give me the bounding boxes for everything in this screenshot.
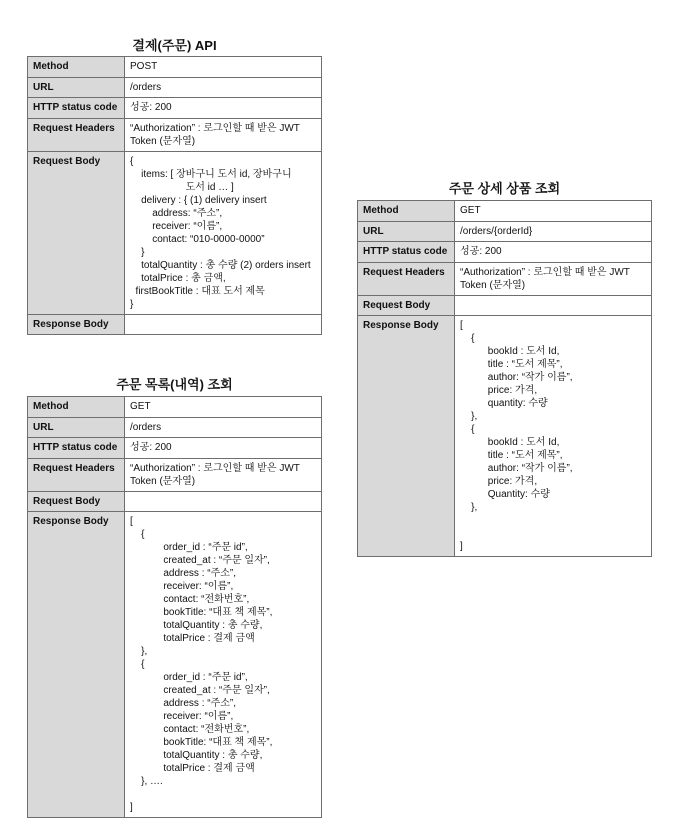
field-value-request-body	[125, 492, 322, 512]
field-label-request-headers: Request Headers	[358, 263, 455, 296]
field-value-method	[125, 397, 322, 418]
field-value-text: “Authorization” : 로그인할 때 받은 JWT Token (문자열)	[130, 463, 300, 487]
table-row	[28, 512, 322, 818]
field-value-request-headers	[455, 263, 652, 296]
field-label-url: URL	[28, 78, 125, 98]
payment-api-title: 결제(주문) API	[132, 38, 217, 53]
field-value-text: 성공: 200	[130, 102, 172, 113]
table-row	[28, 152, 322, 315]
field-label-request-body: Request Body	[28, 152, 125, 315]
table-row	[358, 296, 652, 316]
field-label-http-status-code: HTTP status code	[28, 438, 125, 459]
field-value-text: /orders	[130, 82, 162, 93]
field-value-text: 성공: 200	[460, 246, 502, 257]
field-label-http-status-code: HTTP status code	[28, 98, 125, 119]
table-row	[28, 119, 322, 152]
table-row	[28, 78, 322, 98]
field-label-response-body: Response Body	[28, 512, 125, 818]
field-value-response-body	[125, 512, 322, 818]
table-row	[28, 418, 322, 438]
field-value-response-body	[455, 316, 652, 557]
field-value-method	[455, 201, 652, 222]
field-value-http-status-code	[125, 98, 322, 119]
table-row	[358, 316, 652, 557]
table-row	[358, 201, 652, 222]
field-value-request-body	[455, 296, 652, 316]
field-label-url: URL	[28, 418, 125, 438]
field-value-url	[125, 418, 322, 438]
field-label-request-body: Request Body	[358, 296, 455, 316]
field-label-request-body: Request Body	[28, 492, 125, 512]
field-value-http-status-code	[125, 438, 322, 459]
table-row	[28, 397, 322, 418]
field-value-text: “Authorization” : 로그인할 때 받은 JWT Token (문자열)	[460, 267, 630, 291]
field-label-method: Method	[28, 57, 125, 78]
table-row	[28, 57, 322, 78]
field-value-text: /orders	[130, 422, 162, 433]
field-value-request-body	[125, 152, 322, 315]
field-value-method	[125, 57, 322, 78]
payment-api-table	[27, 56, 322, 335]
field-value-text: [ { bookId : 도서 Id, title : “도서 제목”, author: “작가 이름”, price: 가격, quantity: 수량 }, { bookId : 도서 Id, title : “도서 제목”, author: “작가 이름”, price: 가격, Quantity: 수량 }, ]	[460, 320, 573, 552]
field-label-http-status-code: HTTP status code	[358, 242, 455, 263]
field-value-http-status-code	[455, 242, 652, 263]
table-row	[28, 492, 322, 512]
field-value-request-headers	[125, 459, 322, 492]
field-value-text: 성공: 200	[130, 442, 172, 453]
field-value-text: POST	[130, 61, 158, 72]
field-label-url: URL	[358, 222, 455, 242]
table-row	[28, 315, 322, 335]
field-value-text: GET	[130, 401, 151, 412]
order-detail-api-title: 주문 상세 상품 조회	[448, 181, 561, 196]
table-row	[28, 459, 322, 492]
field-value-response-body	[125, 315, 322, 335]
table-row	[358, 242, 652, 263]
field-value-text: { items: [ 장바구니 도서 id, 장바구니 도서 id … ] delivery : { (1) delivery insert address: “주소”, receiver: “이름”, contact: “010-0000-0000” } totalQuantity : 총 수량 (2) orders insert totalPrice : 총 금액, firstBookTitle : 대표 도서 제목 }	[130, 156, 311, 310]
field-value-text: GET	[460, 205, 481, 216]
order-list-api-title: 주문 목록(내역) 조회	[116, 377, 233, 392]
table-row	[28, 98, 322, 119]
field-label-response-body: Response Body	[358, 316, 455, 557]
field-value-text: [ { order_id : “주문 id”, created_at : “주문 일자”, address : “주소”, receiver: “이름”, contact: “전화번호”, bookTitle: “대표 책 제목”, totalQuantity : 총 수량, totalPrice : 결제 금액 }, { order_id : “주문 id”, created_at : “주문 일자”, address : “주소”, receiver: “이름”, contact: “전화번호”, bookTitle: “대표 책 제목”, totalQuantity : 총 수량, totalPrice : 결제 금액 }, …. ]	[130, 516, 273, 813]
table-row	[358, 263, 652, 296]
field-value-text: “Authorization” : 로그인할 때 받은 JWT Token (문자열)	[130, 123, 300, 147]
order-detail-api-table	[357, 200, 652, 557]
field-value-text: /orders/{orderId}	[460, 226, 533, 237]
field-label-request-headers: Request Headers	[28, 119, 125, 152]
table-row	[28, 438, 322, 459]
field-value-url	[125, 78, 322, 98]
table-row	[358, 222, 652, 242]
field-label-method: Method	[28, 397, 125, 418]
field-value-request-headers	[125, 119, 322, 152]
order-list-api-table	[27, 396, 322, 818]
field-label-request-headers: Request Headers	[28, 459, 125, 492]
field-label-response-body: Response Body	[28, 315, 125, 335]
field-label-method: Method	[358, 201, 455, 222]
field-value-url	[455, 222, 652, 242]
